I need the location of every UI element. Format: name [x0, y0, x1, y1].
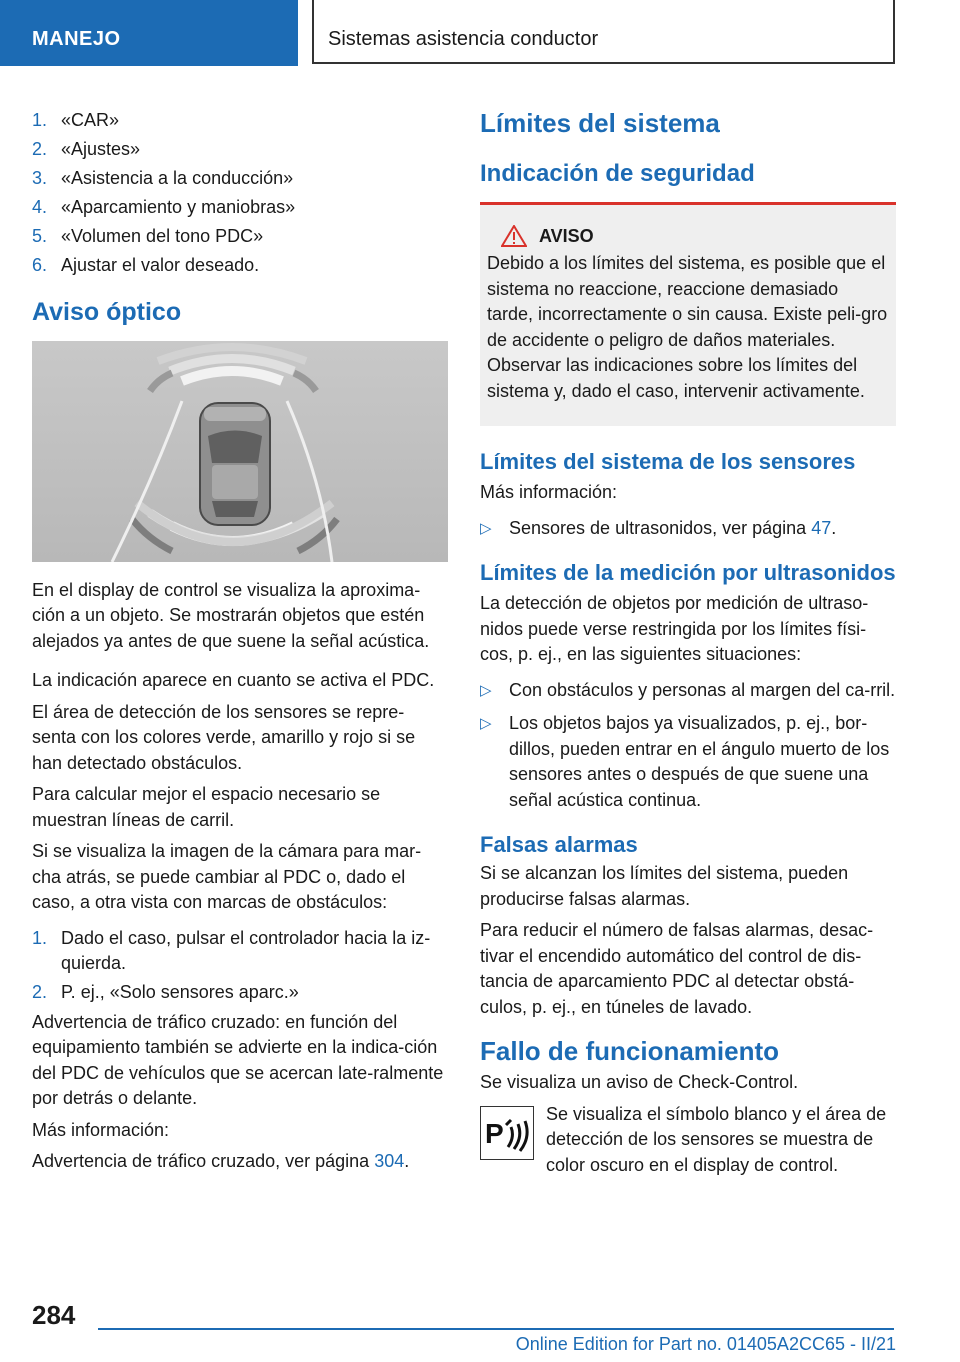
- list-item: [32, 926, 448, 977]
- paragraph: Advertencia de tráfico cruzado: en función del equipamiento también se advierte en la indica-ción del PDC de vehículos que se acercan late-ralmente por detrás o delante.: [32, 1011, 444, 1108]
- list-item: [480, 711, 896, 813]
- paragraph: Más información:: [32, 1119, 170, 1140]
- paragraph: La indicación aparece en cuanto se activa el PDC.: [32, 670, 435, 690]
- list-item: [32, 224, 448, 250]
- pdc-display-figure: [32, 341, 448, 562]
- step-text: «Asistencia a la conducción»: [61, 168, 294, 188]
- steps-list-2: [32, 926, 448, 1006]
- fault-symbol-row: [480, 1102, 896, 1185]
- heading-aviso-optico: Aviso óptico: [32, 297, 182, 326]
- page-link[interactable]: 304: [374, 1151, 405, 1171]
- list-item: [32, 108, 448, 134]
- step-number: 5.: [32, 226, 48, 246]
- paragraph: Más información:: [480, 482, 618, 502]
- warning-title-label: AVISO: [539, 225, 594, 246]
- bullet-text: Los objetos bajos ya visualizados, p. ej., bor-dillos, pueden entrar en el ángulo muerto de los sensores antes o después de que suene una señal acústica continua.: [509, 713, 890, 810]
- list-item: [32, 137, 448, 163]
- step-text: «CAR»: [61, 110, 120, 130]
- header-chapter: [312, 0, 895, 64]
- paragraph: La detección de objetos por medición de ultraso-nidos puede verse restringida por los límites físi-cos, p. ej., en las siguientes situaciones:: [480, 593, 869, 664]
- sensor-reference-list: [480, 516, 896, 542]
- list-item: [32, 166, 448, 192]
- step-text: Dado el caso, pulsar el controlador hacia la iz-quierda.: [61, 927, 431, 973]
- heading-fallo-funcionamiento: Fallo de funcionamiento: [480, 1036, 780, 1066]
- paragraph: Para reducir el número de falsas alarmas, desac-tivar el encendido automático del control de dis-tancia de aparcamiento PDC al detectar obstá-culos, p. ej., en túneles de lavado.: [480, 920, 874, 1017]
- step-text: P. ej., «Solo sensores aparc.»: [61, 982, 299, 1002]
- heading-limites-sistema: Límites del sistema: [480, 108, 720, 138]
- reference-end: .: [831, 517, 837, 538]
- footer-edition: Online Edition for Part no. 01405A2CC65 - II/21: [515, 1334, 896, 1354]
- step-text: «Volumen del tono PDC»: [61, 226, 264, 246]
- list-item: [32, 980, 448, 1006]
- reference-text: Sensores de ultrasonidos, ver página: [509, 517, 812, 538]
- situations-list: [480, 678, 896, 814]
- reference-text: Advertencia de tráfico cruzado, ver página: [32, 1151, 375, 1171]
- heading-indicacion-seguridad: Indicación de seguridad: [480, 160, 755, 187]
- step-number: 6.: [32, 255, 48, 275]
- paragraph: En el display de control se visualiza la aproxima-ción a un objeto. Se mostrarán objetos que estén alejados ya antes de que suene la señal acústica.: [32, 579, 430, 651]
- bullet-triangle-icon: ▷: [480, 519, 492, 537]
- step-text: Ajustar el valor deseado.: [61, 255, 260, 275]
- paragraph: Si se visualiza la imagen de la cámara para mar-cha atrás, se puede cambiar al PDC o, dado el caso, a otra vista con marcas de obstáculos:: [32, 841, 422, 912]
- paragraph: Si se alcanzan los límites del sistema, pueden producirse falsas alarmas.: [480, 863, 849, 909]
- step-number: 1.: [32, 927, 48, 948]
- list-item: [32, 195, 448, 221]
- paragraph: Se visualiza el símbolo blanco y el área de detección de los sensores se muestra de color oscuro en el display de control.: [546, 1103, 887, 1175]
- step-number: 1.: [32, 110, 48, 130]
- footer-divider: [98, 1328, 894, 1330]
- warning-box: [480, 202, 896, 426]
- header-section-label: MANEJO: [32, 28, 121, 50]
- bullet-triangle-icon: ▷: [480, 681, 492, 699]
- reference-end: .: [404, 1151, 410, 1171]
- warning-text: Debido a los límites del sistema, es posible que el sistema no reaccione, reaccione demasiado tarde, incorrectamente o sin causa. Existe peli-gro de accidente o peligro de daños materiales. Observar las indicaciones sobre los límites del sistema y, dado el caso, intervenir activamente.: [487, 253, 888, 401]
- header-section: [0, 0, 298, 66]
- list-item: [480, 678, 896, 704]
- svg-text:P: P: [485, 1117, 504, 1149]
- page-link[interactable]: 47: [811, 517, 832, 538]
- heading-limites-medicion: Límites de la medición por ultrasonidos: [480, 560, 896, 585]
- list-item: [480, 516, 896, 542]
- bullet-triangle-icon: ▷: [480, 715, 492, 732]
- left-column: [32, 108, 448, 1181]
- steps-list-1: [32, 108, 448, 279]
- heading-falsas-alarmas: Falsas alarmas: [480, 832, 638, 857]
- parking-sensor-car-image: [32, 341, 448, 562]
- step-number: 4.: [32, 197, 48, 217]
- step-text: «Aparcamiento y maniobras»: [61, 197, 296, 217]
- parking-sensor-fault-icon: [480, 1106, 534, 1160]
- page-number: 284: [32, 1300, 76, 1330]
- bullet-text: Con obstáculos y personas al margen del ca-rril.: [509, 679, 896, 700]
- list-item: [32, 253, 448, 279]
- paragraph: Para calcular mejor el espacio necesario se muestran líneas de carril.: [32, 784, 381, 830]
- right-column: [480, 108, 896, 1184]
- step-number: 2.: [32, 982, 48, 1002]
- step-number: 2.: [32, 139, 48, 159]
- step-text: «Ajustes»: [61, 139, 141, 159]
- paragraph-with-link: [32, 1149, 448, 1175]
- warning-triangle-icon: [501, 225, 529, 247]
- heading-limites-sensores: Límites del sistema de los sensores: [480, 449, 856, 474]
- step-number: 3.: [32, 168, 48, 188]
- header-chapter-label: Sistemas asistencia conductor: [328, 28, 599, 50]
- warning-title: [487, 225, 888, 247]
- paragraph: Se visualiza un aviso de Check-Control.: [480, 1072, 799, 1092]
- paragraph: El área de detección de los sensores se repre-senta con los colores verde, amarillo y rojo si se han detectado obstáculos.: [32, 701, 416, 773]
